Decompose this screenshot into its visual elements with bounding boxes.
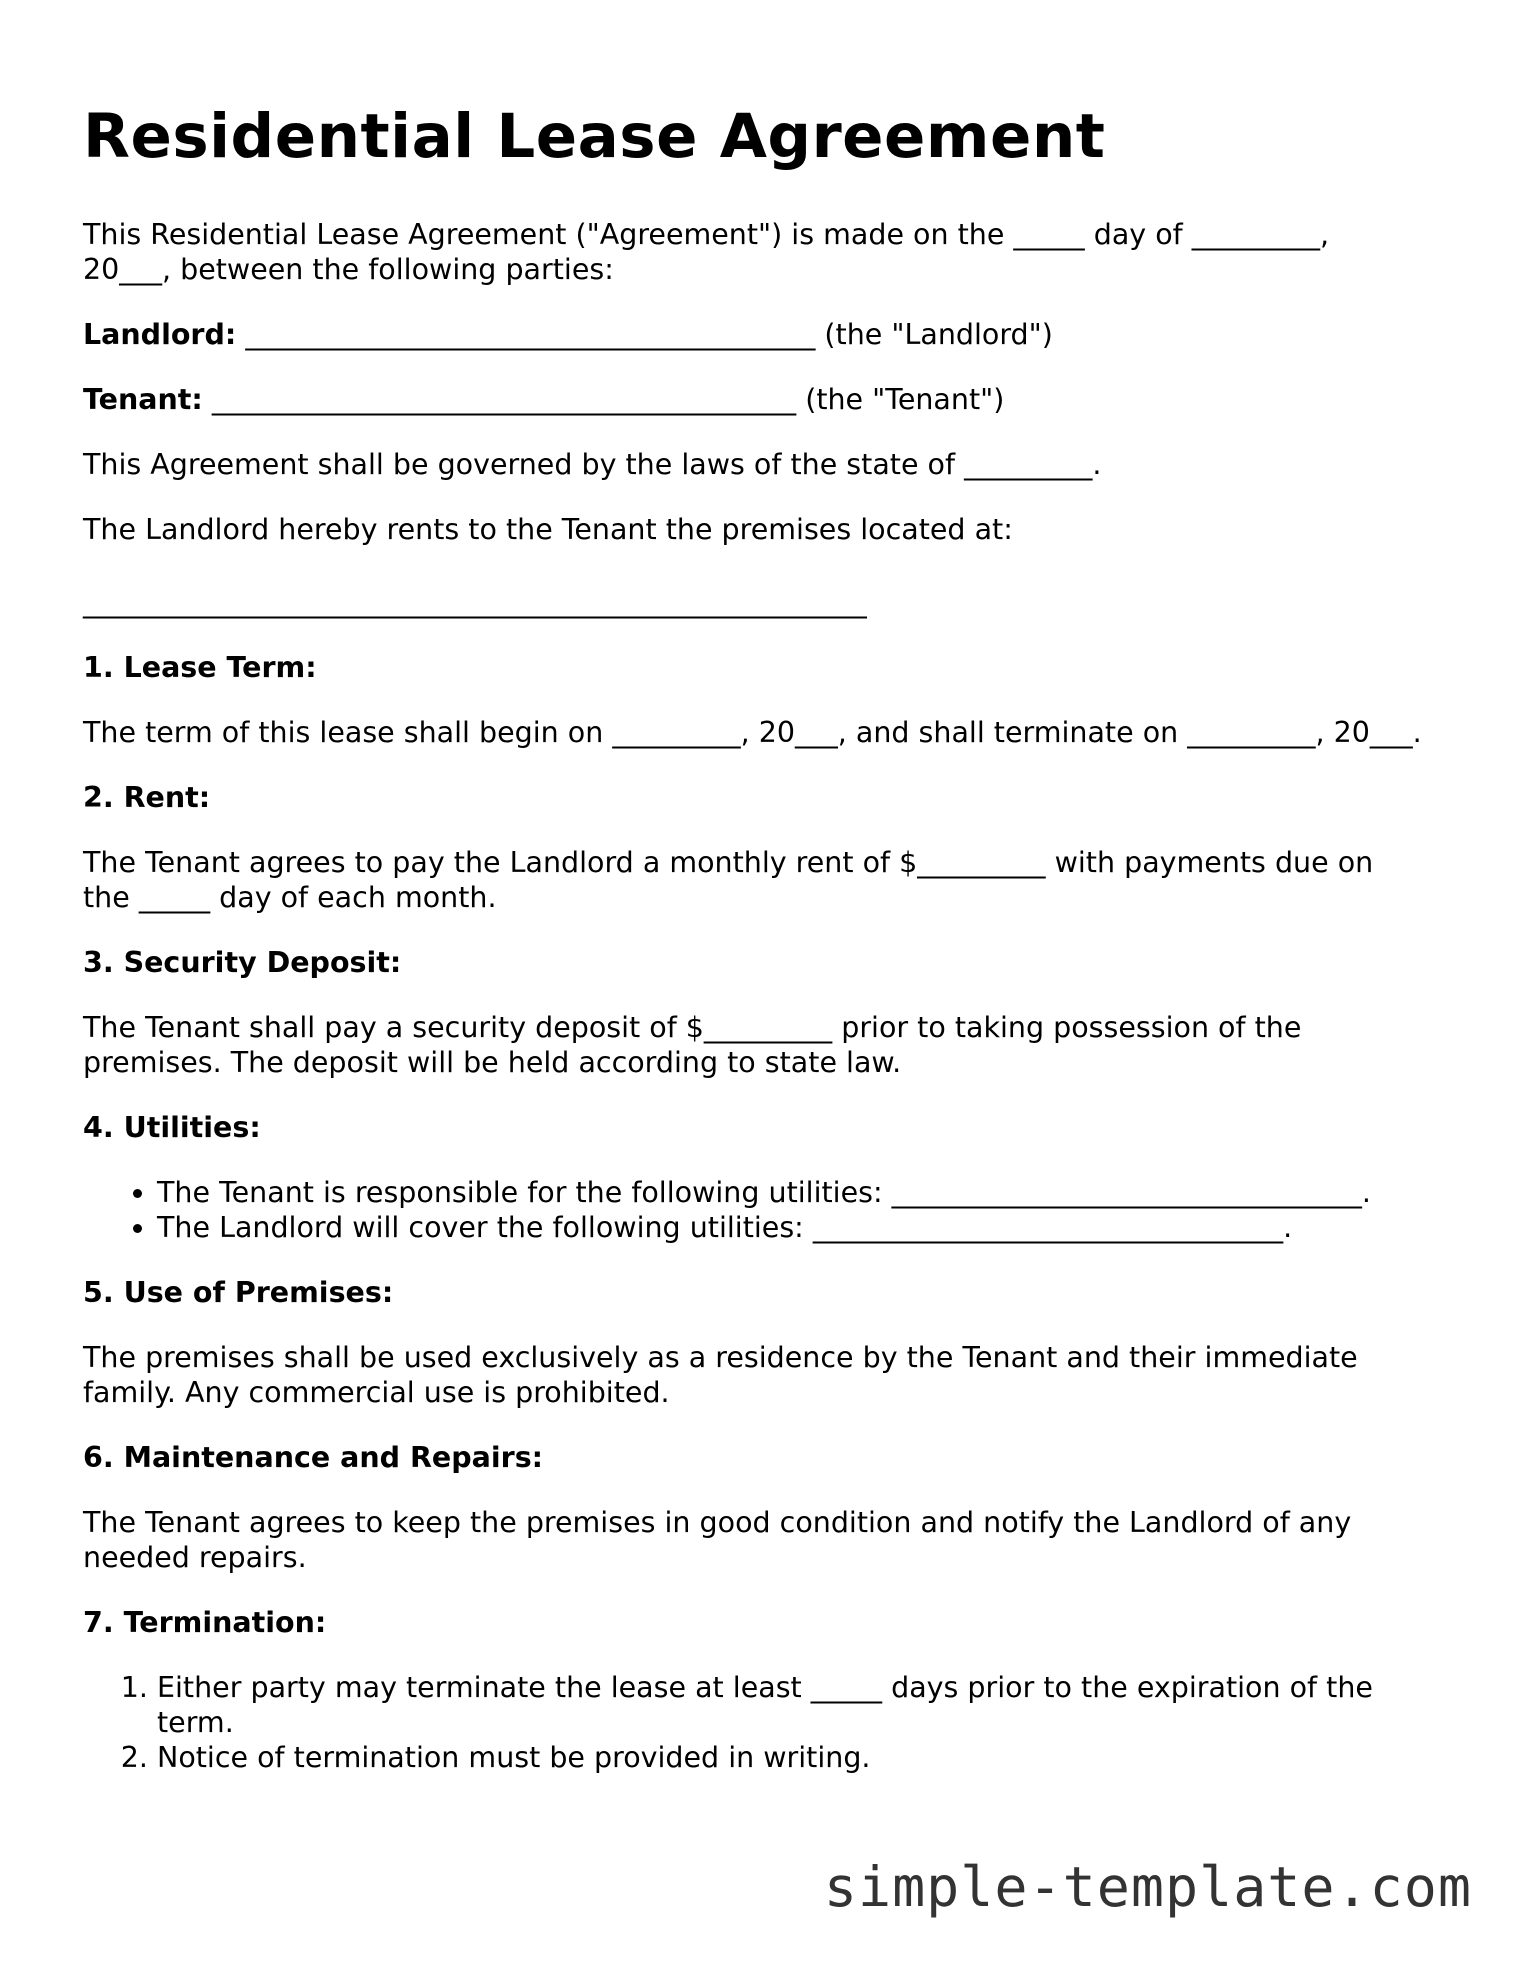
- landlord-label: Landlord:: [83, 318, 237, 352]
- section-heading-rent: 2. Rent:: [83, 781, 211, 815]
- section-text-use-of-premises: The premises shall be used exclusively as a residence by the Tenant and their immediate family. Any commercial use is prohibited.: [83, 1341, 1358, 1410]
- section-heading-lease-term: 1. Lease Term:: [83, 651, 317, 685]
- section-heading-security-deposit: 3. Security Deposit:: [83, 946, 402, 980]
- tenant-line: [83, 382, 1423, 417]
- landlord-blank: ________________________________________ (the "Landlord"): [236, 318, 1053, 352]
- governing-law-paragraph: This Agreement shall be governed by the laws of the state of _________.: [83, 448, 1102, 482]
- section-heading-use-of-premises: 5. Use of Premises:: [83, 1276, 394, 1310]
- premises-address-blank: _______________________________________________________: [83, 586, 867, 620]
- list-item: 2. Notice of termination must be provided in writing.: [157, 1740, 1423, 1775]
- tenant-label: Tenant:: [83, 383, 203, 417]
- utilities-list: [83, 1175, 1423, 1245]
- watermark: simple-template.com: [823, 1855, 1472, 1919]
- section-heading-termination: 7. Termination:: [83, 1606, 327, 1640]
- section-text-maintenance: The Tenant agrees to keep the premises in good condition and notify the Landlord of any needed repairs.: [83, 1506, 1352, 1575]
- section-text-security-deposit: The Tenant shall pay a security deposit of $_________ prior to taking possession of the premises. The deposit will be held according to state law.: [83, 1011, 1302, 1080]
- document-title: Residential Lease Agreement: [83, 101, 1106, 172]
- tenant-blank: _________________________________________ (the "Tenant"): [202, 383, 1005, 417]
- section-heading-utilities: 4. Utilities:: [83, 1111, 261, 1145]
- list-item: 1. Either party may terminate the lease at least _____ days prior to the expiration of the term.: [157, 1670, 1423, 1740]
- intro-paragraph: This Residential Lease Agreement ("Agreement") is made on the _____ day of _________, 20___, between the following parties:: [83, 218, 1330, 287]
- premises-intro-paragraph: The Landlord hereby rents to the Tenant the premises located at:: [83, 513, 1013, 547]
- section-text-lease-term: The term of this lease shall begin on _________, 20___, and shall terminate on _________, 20___.: [83, 716, 1422, 750]
- landlord-line: [83, 317, 1423, 352]
- section-text-rent: The Tenant agrees to pay the Landlord a monthly rent of $_________ with payments due on the _____ day of each month.: [83, 846, 1374, 915]
- list-item: • The Landlord will cover the following utilities: _________________________________.: [157, 1210, 1423, 1245]
- section-heading-maintenance: 6. Maintenance and Repairs:: [83, 1441, 544, 1475]
- termination-list: [83, 1670, 1423, 1775]
- document: [83, 100, 1423, 1805]
- list-item: • The Tenant is responsible for the following utilities: _________________________________.: [157, 1175, 1423, 1210]
